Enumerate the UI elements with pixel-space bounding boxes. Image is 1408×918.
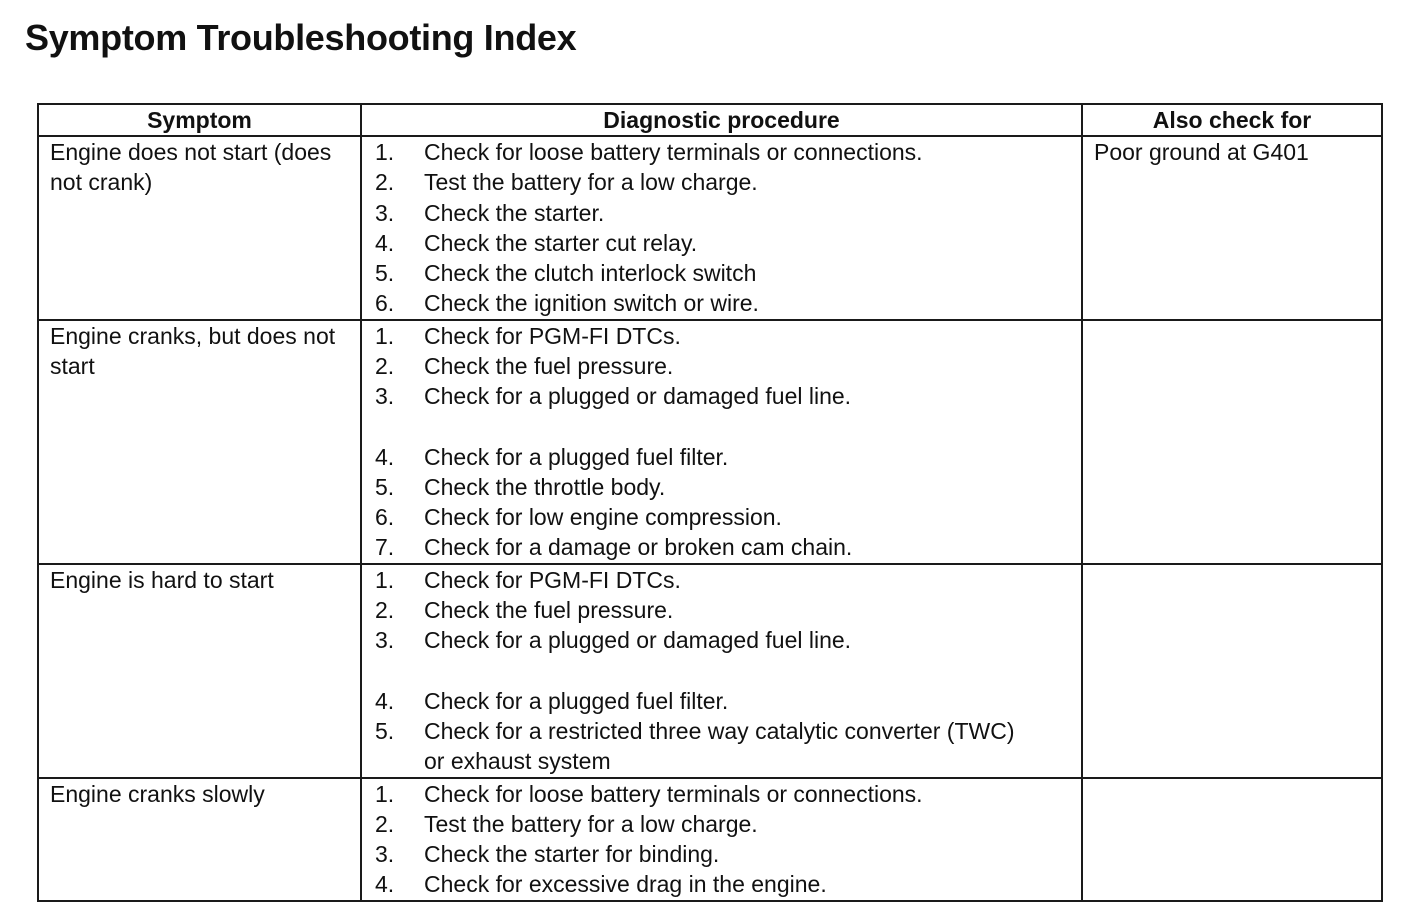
also-check-cell: [1082, 778, 1382, 901]
table-header-row: [38, 104, 1382, 136]
step-text: Check for PGM-FI DTCs.: [424, 566, 681, 593]
step-number: 7.: [375, 534, 395, 561]
also-check-cell: Poor ground at G401: [1082, 136, 1382, 320]
step-text: Check for low engine compression.: [424, 504, 782, 530]
step-list: [362, 779, 1081, 900]
step-number: 3.: [375, 841, 395, 867]
step-number: 1.: [375, 780, 395, 807]
list-item: [362, 779, 1081, 809]
step-text: Check for excessive drag in the engine.: [424, 871, 827, 898]
table-row: [38, 778, 1382, 901]
step-number: 1.: [375, 139, 395, 165]
list-item: [362, 137, 1081, 167]
step-text: Test the battery for a low charge.: [424, 810, 758, 837]
also-check-cell: [1082, 320, 1382, 564]
procedure-cell: [361, 136, 1082, 320]
step-number: 4.: [375, 229, 395, 256]
step-text: Check the starter.: [424, 199, 605, 226]
step-text: Check the ignition switch or wire.: [424, 290, 759, 317]
list-item: [362, 198, 1081, 228]
symptom-cell: Engine cranks, but does not start: [38, 320, 361, 564]
also-check-cell: [1082, 564, 1382, 778]
step-list: [362, 565, 1081, 777]
step-number: 1.: [375, 322, 395, 349]
step-number: 2.: [375, 596, 395, 623]
table-row: [38, 320, 1382, 564]
table-row: [38, 564, 1382, 778]
list-item: [362, 381, 1081, 411]
step-text: Check for loose battery terminals or connections.: [424, 780, 923, 807]
list-item: [362, 532, 1081, 562]
step-number: 5.: [375, 260, 395, 286]
list-item: [362, 809, 1081, 839]
header-symptom: Symptom: [38, 104, 361, 136]
list-item: [362, 686, 1081, 716]
table-row: [38, 136, 1382, 320]
step-number: 5.: [375, 473, 395, 500]
step-number: 2.: [375, 169, 395, 196]
list-item: [362, 472, 1081, 502]
step-text: Check the clutch interlock switch: [424, 260, 757, 286]
step-number: 4.: [375, 443, 395, 470]
step-number: 3.: [375, 199, 395, 226]
step-number: 2.: [375, 810, 395, 837]
list-item: [362, 167, 1081, 197]
step-text: Check the fuel pressure.: [424, 596, 674, 623]
step-number: 6.: [375, 504, 395, 530]
troubleshooting-table: [37, 103, 1383, 902]
step-text: Check for a plugged fuel filter.: [424, 443, 729, 470]
step-text: Check the fuel pressure.: [424, 352, 674, 379]
list-item: [362, 288, 1081, 318]
step-text: Check the starter cut relay.: [424, 229, 698, 256]
list-item: [362, 228, 1081, 258]
step-number: 2.: [375, 352, 395, 379]
procedure-cell: [361, 564, 1082, 778]
list-item: [362, 258, 1081, 288]
list-item: [362, 716, 1081, 777]
step-text: Check for loose battery terminals or connections.: [424, 139, 923, 165]
symptom-cell: Engine cranks slowly: [38, 778, 361, 901]
procedure-cell: [361, 320, 1082, 564]
list-item: [362, 595, 1081, 625]
list-item: [362, 869, 1081, 899]
step-text: Check the starter for binding.: [424, 841, 720, 867]
step-number: 5.: [375, 717, 395, 744]
list-item: [362, 321, 1081, 351]
step-text: Check for a plugged fuel filter.: [424, 687, 729, 714]
list-item: [362, 625, 1081, 655]
header-diagnostic-procedure: Diagnostic procedure: [361, 104, 1082, 136]
step-text: Check for a restricted three way catalytic converter (TWC) or exhaust system: [424, 717, 1015, 774]
symptom-cell: Engine is hard to start: [38, 564, 361, 778]
list-item: [362, 442, 1081, 472]
header-also-check-for: Also check for: [1082, 104, 1382, 136]
step-number: 3.: [375, 627, 395, 653]
list-item: [362, 502, 1081, 532]
step-number: 4.: [375, 687, 395, 714]
step-number: 4.: [375, 871, 395, 898]
step-text: Check for PGM-FI DTCs.: [424, 322, 681, 349]
list-item: [362, 565, 1081, 595]
step-number: 3.: [375, 383, 395, 409]
step-list: [362, 137, 1081, 319]
page-title: Symptom Troubleshooting Index: [25, 17, 577, 58]
step-number: 1.: [375, 566, 395, 593]
symptom-cell: Engine does not start (does not crank): [38, 136, 361, 320]
step-text: Check for a plugged or damaged fuel line.: [424, 627, 852, 653]
step-list: [362, 321, 1081, 563]
step-number: 6.: [375, 290, 395, 317]
list-item: [362, 351, 1081, 381]
procedure-cell: [361, 778, 1082, 901]
step-text: Test the battery for a low charge.: [424, 169, 758, 196]
step-text: Check for a damage or broken cam chain.: [424, 534, 853, 561]
list-item: [362, 839, 1081, 869]
step-text: Check the throttle body.: [424, 473, 666, 500]
step-text: Check for a plugged or damaged fuel line.: [424, 383, 852, 409]
